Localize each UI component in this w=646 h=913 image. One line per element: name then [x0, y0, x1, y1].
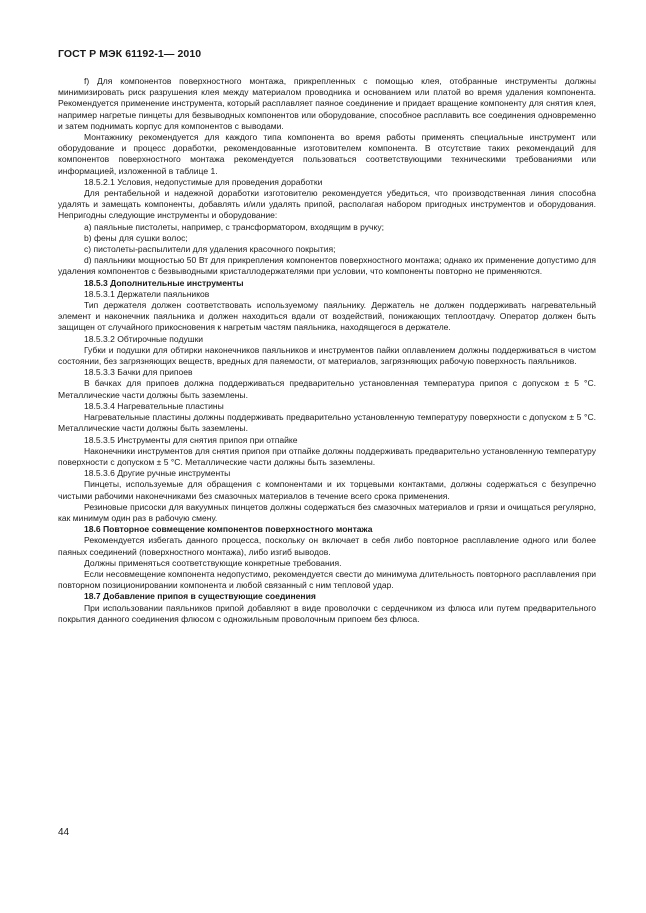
paragraph: При использовании паяльников припой добавляют в виде проволочки с сердечником из флюса или путем предварительного покрытия данного соединения флюсом с одножильным проволочным припоем без флюса. — [58, 602, 596, 624]
paragraph: Наконечники инструментов для снятия припоя при отпайке должны поддерживать предварительно установленную температуру поверхности с допуском ± 5 °С. Металлические части должны быть заземлены. — [58, 445, 596, 467]
paragraph: 18.5.3.2 Обтирочные подушки — [84, 333, 204, 344]
section-heading: 18.5.3 Дополнительные инструменты — [84, 277, 244, 288]
paragraph: Если несовмещение компонента недопустимо, рекомендуется свести до минимума длительность повторного расплавления при повторном позиционировании компонента и любой связанный с ним тепловой удар. — [58, 568, 596, 591]
paragraph: f) Для компонентов поверхностного монтажа, прикрепленных с помощью клея, отобранные инструменты должны минимизировать риск разрушения клея между материалом проводника и основанием или платой во время удаления компонента. Рекомендуется применение инструмента, который расплавляет паяное соединение и придает вращение компоненту для снятия клея, например нагретые пинцеты для безвыводных компонентов или оборудование, способное расплавить все соединения одновременно и затем поднимать корпус для компонентов с выводами. — [58, 76, 596, 131]
list-item: c) пистолеты-распылители для удаления красочного покрытия; — [84, 244, 336, 255]
paragraph: 18.5.3.3 Бачки для припоев — [84, 367, 193, 378]
paragraph: 18.5.3.4 Нагревательные пластины — [84, 400, 224, 411]
page-number: 44 — [58, 827, 70, 838]
paragraph: Нагревательные пластины должны поддерживать предварительно установленную температуру поверхности с допуском ± 5 °С. Металлические части должны быть заземлены. — [58, 412, 596, 434]
paragraph: Рекомендуется избегать данного процесса, поскольку он включает в себя либо повторное расплавление одного или более паяных соединений (поверхностного монтажа), либо изгиб выводов. — [58, 535, 596, 557]
paragraph: Губки и подушки для обтирки наконечников паяльников и инструментов пайки оплавлением должны поддерживаться в чистом состоянии, без загрязняющих веществ, вредных для паяемости, от материалов, загрязняющих рабочую поверхность паяльников. — [58, 344, 596, 367]
paragraph: Пинцеты, используемые для обращения с компонентами и их торцевыми контактами, должны содержаться с безупречно чистыми рабочими наконечниками без смазочных материалов в течение всего срока применения. — [58, 479, 596, 501]
paragraph: 18.5.3.6 Другие ручные инструменты — [84, 468, 231, 479]
list-item: b) фены для сушки волос; — [84, 232, 188, 243]
document-header: ГОСТ Р МЭК 61192-1— 2010 — [58, 48, 202, 60]
paragraph: В бачках для припоев должна поддерживаться предварительно установленная температура припоя с допуском ± 5 °С. Металлические части должны быть заземлены. — [58, 378, 596, 400]
paragraph: 18.5.3.5 Инструменты для снятия припоя при отпайке — [84, 434, 298, 445]
list-item: а) паяльные пистолеты, например, с трансформатором, входящим в ручку; — [84, 221, 384, 232]
paragraph: 18.5.3.1 Держатели паяльников — [84, 288, 210, 299]
paragraph: d) паяльники мощностью 50 Вт для прикрепления компонентов поверхностного монтажа; однако их применение допустимо для удаления компонентов с безвыводными кристаллодержателями при условии, что компоненты повторно не применяются. — [58, 255, 596, 277]
paragraph: Монтажнику рекомендуется для каждого типа компонента во время работы применять специальные инструмент или оборудование и процесс доработки, рекомендованные изготовителем компонента. В отсутствие таких рекомендаций для компонентов поверхностного монтажа рекомендуется пользоваться соответствующими техническими требованиями или информацией, изложенной в таблице 1. — [58, 132, 596, 176]
section-heading: 18.7 Добавление припоя в существующие соединения — [84, 591, 316, 602]
paragraph: Резиновые присоски для вакуумных пинцетов должны содержаться без смазочных материалов и грязи и очищаться регулярно, как минимум один раз в рабочую смену. — [58, 501, 596, 523]
paragraph: Тип держателя должен соответствовать используемому паяльнику. Держатель не должен поддерживать нагревательный элемент и наконечник паяльника и должен находиться вдали от воздействий, понижающих теплоотдачу. Оператор должен быть защищен от случайного прикосновения к нагретым частям паяльника, находящегося в держателе. — [58, 300, 596, 333]
paragraph: Должны применяться соответствующие конкретные требования. — [84, 557, 342, 568]
section-heading: 18.6 Повторное совмещение компонентов поверхностного монтажа — [84, 524, 373, 535]
document-body — [58, 76, 596, 625]
paragraph: 18.5.2.1 Условия, недопустимые для проведения доработки — [84, 176, 323, 187]
paragraph: Для рентабельной и надежной доработки изготовителю рекомендуется убедиться, что производственная линия способна удалять и замещать компоненты, добавлять и/или удалять припой, располагая набором пригодных инструментов и оборудования. Непригодны следующие инструменты и оборудование: — [58, 188, 596, 221]
